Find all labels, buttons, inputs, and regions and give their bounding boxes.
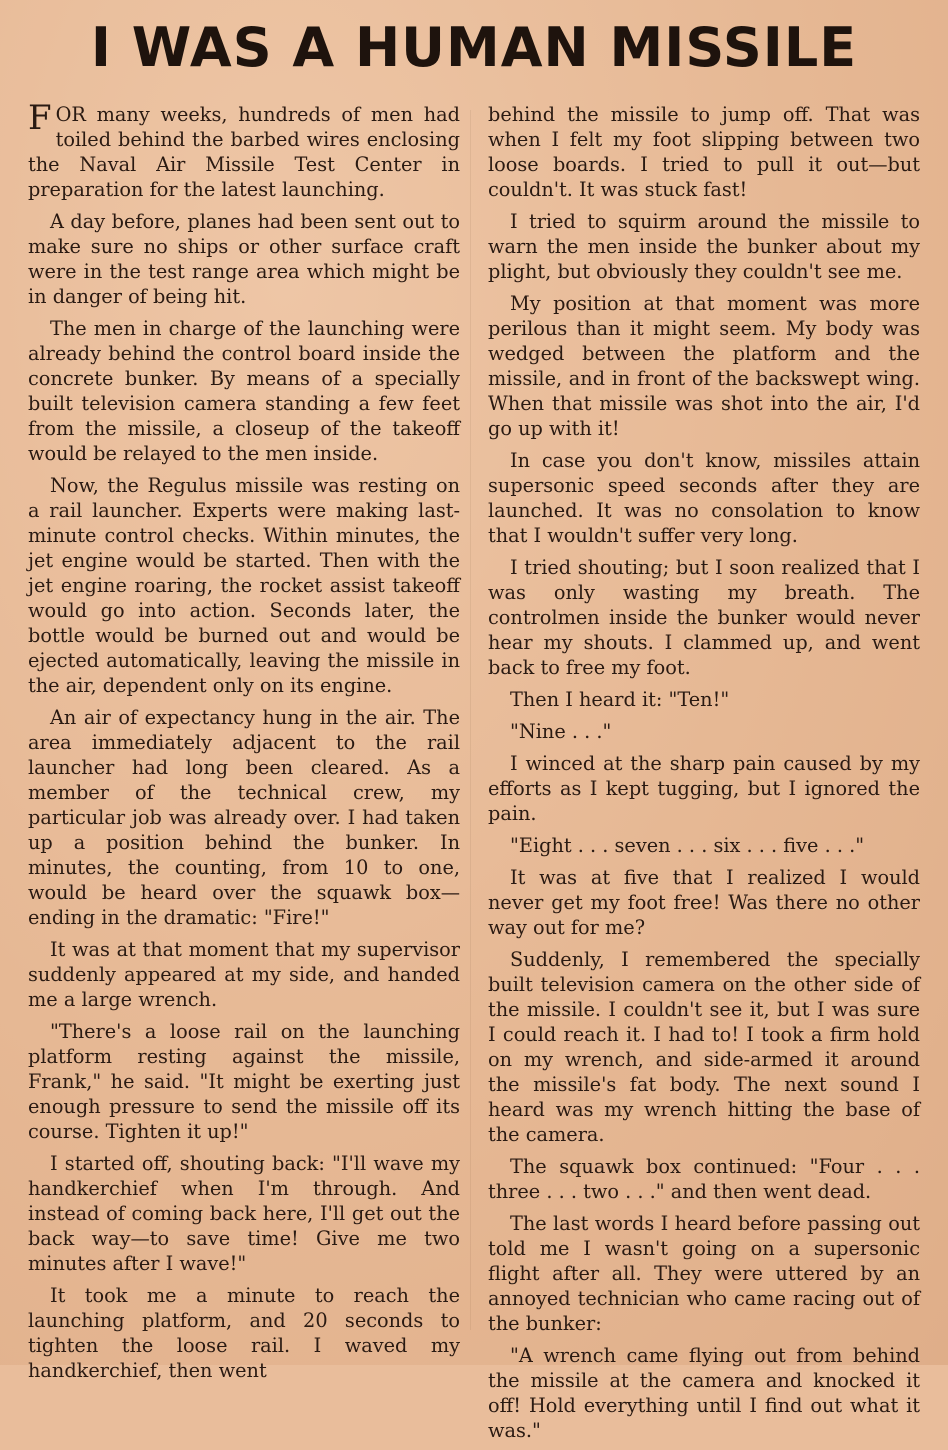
paragraph: The men in charge of the launching were already behind the control board inside the concrete bunker. By means of a specially built television camera standing a few feet from the missile, a closeup of the takeoff would be relayed to the men inside. [28, 317, 460, 465]
paragraph: "There's a loose rail on the launching platform resting against the missile, Frank," he said. "It might be exerting just enough pressure to send the missile off its course. Tighten it up!" [28, 1020, 460, 1143]
paragraph: "Eight . . . seven . . . six . . . five . . ." [510, 834, 865, 857]
paragraph: My position at that moment was more perilous than it might seem. My body was wedged between the platform and the missile, and in front of the backswept wing. When that missile was shot into the air, I'd go up with it! [488, 292, 920, 440]
paragraph-text: OR many weeks, hundreds of men had toiled behind the barbed wires enclosing the Naval Air Missile Test Center in preparation for the latest launching. [28, 103, 460, 201]
paragraph: Suddenly, I remembered the specially built television camera on the other side of the missile. I couldn't see it, but I was sure I could reach it. I had to! I took a firm hold on my wrench, and side-armed it around the missile's fat body. The next sound I heard was my wrench hitting the base of the camera. [488, 948, 920, 1146]
paragraph: A day before, planes had been sent out to make sure no ships or other surface craft were in the test range area which might be in danger of being hit. [28, 210, 460, 308]
paragraph: It was at that moment that my supervisor suddenly appeared at my side, and handed me a large wrench. [28, 938, 460, 1011]
paragraph: I tried shouting; but I soon realized that I was only wasting my breath. The controlmen inside the bunker would never hear my shouts. I clammed up, and went back to free my foot. [488, 556, 920, 679]
paragraph: The squawk box continued: "Four . . . three . . . two . . ." and then went dead. [488, 1155, 920, 1203]
right-column [488, 102, 920, 1450]
paragraph: The last words I heard before passing out told me I wasn't going on a supersonic flight after all. They were uttered by an annoyed technician who came racing out of the bunker: [488, 1212, 920, 1335]
left-column [28, 98, 460, 1450]
paragraph [28, 98, 460, 202]
paragraph: behind the missile to jump off. That was when I felt my foot slipping between two loose boards. I tried to pull it out—but couldn't. It was stuck fast! [488, 103, 920, 201]
paragraph: "Nine . . ." [510, 720, 612, 743]
story-title: I WAS A HUMAN MISSILE [90, 16, 858, 79]
paragraph: In case you don't know, missiles attain supersonic speed seconds after they are launched. It was no consolation to know that I wouldn't suffer very long. [488, 449, 920, 547]
column-gutter [470, 110, 471, 1330]
paragraph: I winced at the sharp pain caused by my efforts as I kept tugging, but I ignored the pain. [488, 752, 920, 825]
paragraph: I started off, shouting back: "I'll wave my handkerchief when I'm through. And instead of coming back here, I'll get out the back way—to save time! Give me two minutes after I wave!" [28, 1152, 460, 1275]
story-columns [28, 98, 920, 1450]
paragraph: It took me a minute to reach the launching platform, and 20 seconds to tighten the loose rail. I waved my handkerchief, then went [28, 1284, 460, 1382]
paragraph: Now, the Regulus missile was resting on a rail launcher. Experts were making last-minute control checks. Within minutes, the jet engine would be started. Then with the jet engine roaring, the rocket assist takeoff would go into action. Seconds later, the bottle would be burned out and would be ejected automatically, leaving the missile in the air, dependent only on its engine. [28, 474, 460, 697]
paragraph: I tried to squirm around the missile to warn the men inside the bunker about my plight, but obviously they couldn't see me. [488, 210, 920, 283]
paragraph: "A wrench came flying out from behind the missile at the camera and knocked it off! Hold everything until I find out what it was." [488, 1344, 920, 1442]
drop-cap: F [28, 98, 52, 138]
paragraph: It was at five that I realized I would never get my foot free! Was there no other way out for me? [488, 866, 920, 939]
paragraph: An air of expectancy hung in the air. The area immediately adjacent to the rail launcher had long been cleared. As a member of the technical crew, my particular job was already over. I had taken up a position behind the bunker. In minutes, the counting, from 10 to one, would be heard over the squawk box—ending in the dramatic: "Fire!" [28, 706, 460, 929]
paragraph: Then I heard it: "Ten!" [510, 688, 730, 711]
